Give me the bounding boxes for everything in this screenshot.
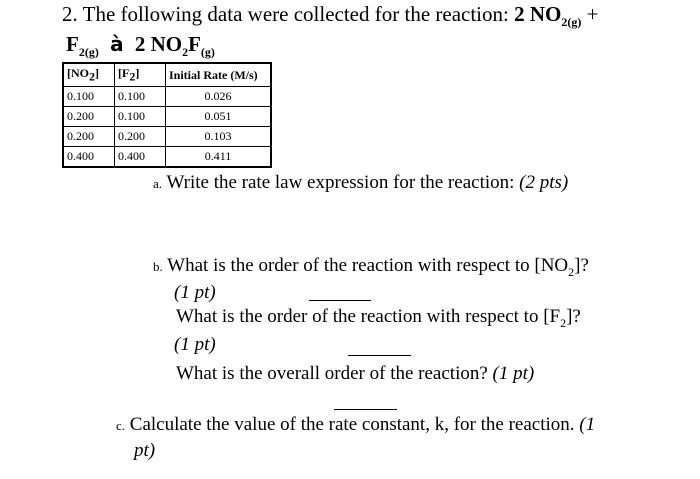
reactant-f2: $F_{2(g)}$ (66, 32, 99, 60)
header-no2: $[NO_2]$ (63, 63, 115, 87)
part-b-q2-text: What is the order of the reaction with respect to $[F_2]$? (176, 306, 581, 330)
part-a-points: (2 pts) (519, 172, 569, 193)
cell-no2: 0.400 (63, 147, 115, 168)
cell-f2: 0.200 (115, 127, 166, 147)
part-a (153, 172, 568, 194)
part-b-q3 (176, 363, 534, 385)
cell-no2: 0.200 (63, 127, 115, 147)
part-a-text: Write the rate law expression for the reaction: (166, 172, 515, 193)
table-row (63, 127, 271, 147)
question-number: 2. (62, 2, 78, 26)
part-b-q1 (153, 255, 589, 280)
part-b-q3-points: (1 pt) (492, 363, 535, 384)
part-c-text: Calculate the value of the rate constant, k, for the reaction. (129, 414, 575, 435)
part-b-q2-answer-blank[interactable] (348, 355, 411, 356)
reaction-arrow: à (110, 32, 124, 56)
cell-rate: 0.051 (166, 107, 272, 127)
question-stem-line2 (66, 32, 215, 60)
header-initial-rate: Initial Rate (M/s) (166, 63, 272, 87)
part-c-points-1: (1 (579, 414, 596, 435)
part-c-marker: c. (116, 418, 126, 433)
part-b-q3-answer-blank[interactable] (334, 409, 397, 410)
part-b-q3-text: What is the overall order of the reaction? (176, 363, 488, 384)
cell-f2: 0.400 (115, 147, 166, 168)
question-stem-line1 (62, 2, 598, 30)
rate-data-table (62, 62, 272, 168)
table-row (63, 87, 271, 107)
part-b-q2-points: (1 pt) (174, 334, 216, 355)
question-stem: The following data were collected for the reaction: (82, 2, 509, 26)
cell-f2: 0.100 (115, 107, 166, 127)
plus-sign: + (586, 2, 599, 26)
part-a-marker: a. (153, 176, 163, 191)
part-c-points-2: pt) (134, 440, 156, 461)
table-header-row (63, 63, 271, 87)
cell-f2: 0.100 (115, 87, 166, 107)
product-no2f: 2 $NO_2F_{(g)}$ (134, 32, 215, 60)
cell-no2: 0.100 (63, 87, 115, 107)
cell-rate: 0.411 (166, 147, 272, 168)
part-c (116, 414, 595, 436)
cell-rate: 0.026 (166, 87, 272, 107)
part-b-q1-points: (1 pt) (174, 282, 216, 303)
part-b-q1-text: What is the order of the reaction with respect to $[NO_2]$? (167, 255, 589, 279)
header-f2: $[F_2]$ (115, 63, 166, 87)
part-b-q1-answer-blank[interactable] (309, 300, 371, 301)
part-b-marker: b. (153, 259, 163, 274)
table-row (63, 107, 271, 127)
reactant-no2: 2 $NO_{2(g)}$ (514, 2, 582, 30)
cell-rate: 0.103 (166, 127, 272, 147)
part-b-q2 (176, 306, 581, 331)
cell-no2: 0.200 (63, 107, 115, 127)
table-row (63, 147, 271, 168)
